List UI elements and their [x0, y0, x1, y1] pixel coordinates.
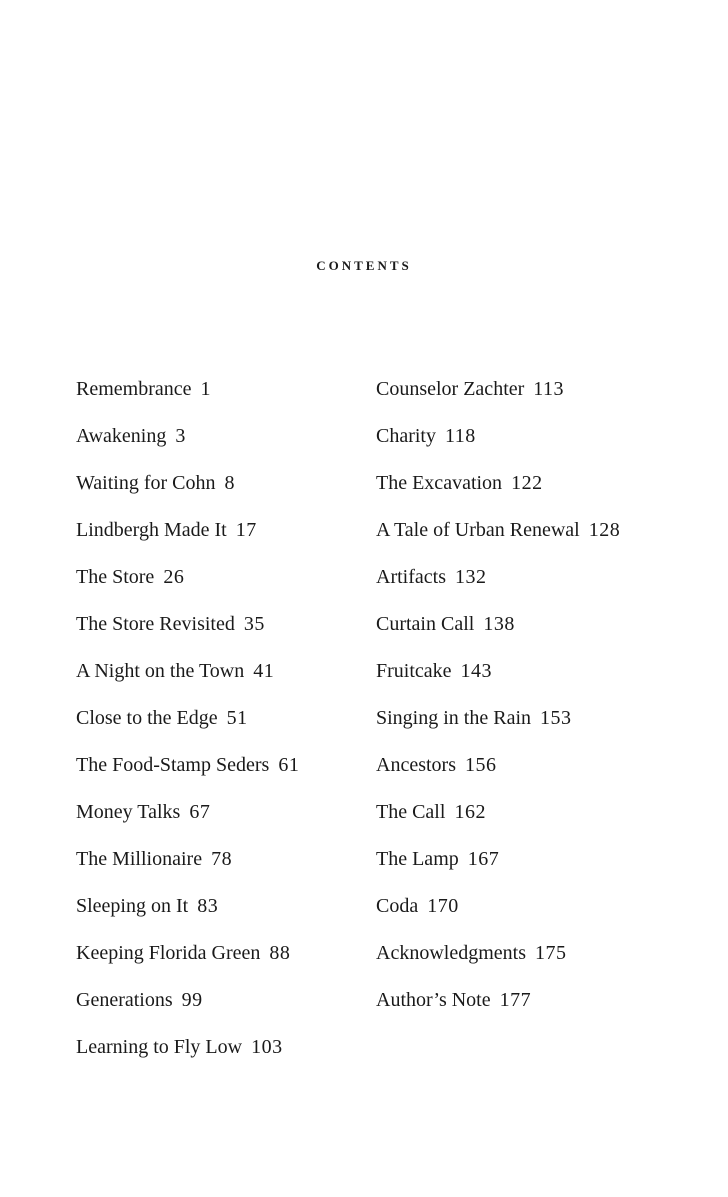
toc-entry	[376, 798, 620, 845]
toc-entry-page: 88	[269, 942, 291, 964]
toc-entry	[376, 939, 620, 986]
toc-entry	[376, 375, 620, 422]
toc-entry-title: Curtain Call	[376, 613, 475, 635]
toc-entry-page: 156	[464, 754, 497, 776]
toc-entry-page: 1	[200, 378, 211, 400]
toc-entry-title: Charity	[376, 425, 436, 447]
toc-entry	[376, 422, 620, 469]
toc-entry-page: 3	[175, 425, 186, 447]
toc-entry	[376, 751, 620, 798]
toc-entry-title: The Store Revisited	[76, 613, 235, 635]
toc-entry-page: 51	[226, 707, 248, 729]
toc-entry-title: Fruitcake	[376, 660, 452, 682]
toc-entry-title: Remembrance	[76, 378, 192, 400]
toc-entry-title: Money Talks	[76, 801, 181, 823]
toc-entry-page: 175	[534, 942, 567, 964]
toc-entry-page: 61	[278, 754, 300, 776]
toc-entry	[376, 469, 620, 516]
page-title: contents	[316, 254, 412, 275]
toc-entry-title: Sleeping on It	[76, 895, 189, 917]
toc-entry-page: 78	[211, 848, 233, 870]
toc-entry-page: 153	[540, 707, 572, 729]
toc-entry-page: 99	[181, 989, 203, 1011]
toc-entry	[376, 704, 620, 751]
toc-entry-page: 122	[511, 472, 543, 494]
toc-entry-title: A Tale of Urban Renewal	[376, 519, 580, 541]
toc-entry-page: 67	[189, 801, 211, 823]
toc-entry	[76, 375, 299, 422]
toc-entry-page: 132	[454, 566, 487, 588]
toc-entry-page: 41	[253, 660, 275, 682]
toc-entry-title: Artifacts	[376, 566, 446, 588]
toc-entry-title: Keeping Florida Green	[76, 942, 261, 964]
toc-entry	[376, 892, 620, 939]
toc-entry-title: Awakening	[76, 425, 167, 447]
toc-entry	[376, 845, 620, 892]
toc-entry-page: 8	[224, 472, 235, 494]
toc-entry	[76, 610, 299, 657]
toc-entry	[376, 986, 620, 1033]
toc-entry	[76, 657, 299, 704]
toc-entry-title: Counselor Zachter	[376, 378, 525, 400]
toc-entry	[76, 563, 299, 610]
toc-entry-page: 26	[163, 566, 185, 588]
toc-entry	[376, 610, 620, 657]
toc-entry	[376, 516, 620, 563]
toc-entry-title: The Store	[76, 566, 155, 588]
toc-entry	[76, 704, 299, 751]
toc-entry	[76, 939, 299, 986]
toc-entry-page: 177	[499, 989, 532, 1011]
toc-entry-title: The Lamp	[376, 848, 459, 870]
toc-entry-title: The Call	[376, 801, 446, 823]
toc-entry-title: Waiting for Cohn	[76, 472, 216, 494]
toc-entry-page: 143	[460, 660, 493, 682]
toc-entry-page: 83	[197, 895, 219, 917]
toc-entry	[76, 986, 299, 1033]
toc-entry-title: Author’s Note	[376, 989, 491, 1011]
toc-entry-title: Lindbergh Made It	[76, 519, 227, 541]
toc-column-left	[76, 375, 299, 1080]
toc-entry-page: 167	[467, 848, 500, 870]
toc-entry	[76, 798, 299, 845]
toc-entry-title: The Food-Stamp Seders	[76, 754, 270, 776]
toc-entry-title: Generations	[76, 989, 173, 1011]
toc-entry	[376, 563, 620, 610]
toc-entry	[76, 751, 299, 798]
toc-entry-page: 17	[235, 519, 257, 541]
toc-entry	[76, 845, 299, 892]
toc-entry	[76, 422, 299, 469]
toc-entry	[376, 657, 620, 704]
toc-entry	[76, 892, 299, 939]
toc-entry	[76, 516, 299, 563]
toc-entry-title: Ancestors	[376, 754, 456, 776]
toc-entry-page: 162	[454, 801, 486, 823]
toc-entry-page: 113	[533, 378, 565, 400]
toc-entry-title: Close to the Edge	[76, 707, 218, 729]
toc-entry-page: 138	[483, 613, 515, 635]
toc-entry-page: 170	[427, 895, 459, 917]
toc-entry-title: A Night on the Town	[76, 660, 245, 682]
toc-column-right	[376, 375, 620, 1033]
toc-entry-title: Coda	[376, 895, 419, 917]
toc-entry-page: 128	[588, 519, 621, 541]
toc-entry-title: Acknowledgments	[376, 942, 526, 964]
toc-entry-title: Singing in the Rain	[376, 707, 531, 729]
toc-entry	[76, 1033, 299, 1080]
toc-entry	[76, 469, 299, 516]
toc-entry-page: 35	[243, 613, 265, 635]
toc-entry-title: Learning to Fly Low	[76, 1036, 243, 1058]
toc-entry-title: The Excavation	[376, 472, 503, 494]
toc-entry-page: 103	[251, 1036, 283, 1058]
toc-entry-title: The Millionaire	[76, 848, 203, 870]
toc-entry-page: 118	[445, 425, 476, 447]
